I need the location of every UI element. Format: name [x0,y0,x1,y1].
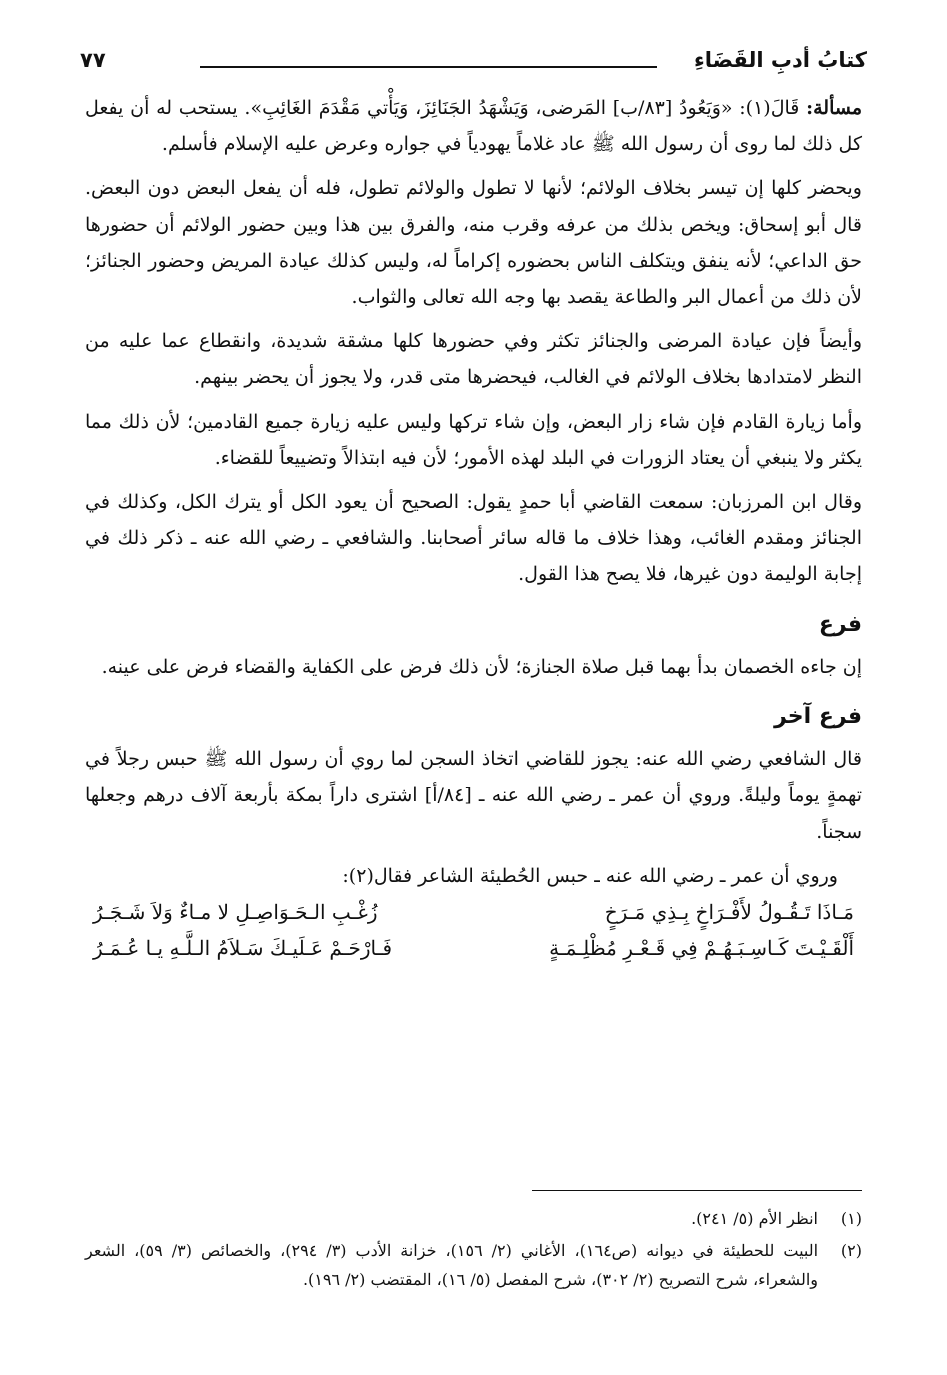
footnote-1-number: (١) [840,1209,862,1228]
footnote-separator [532,1190,862,1191]
section-heading-1: فرع [818,611,862,637]
paragraph-4: وأما زيارة القادم فإن شاء زار البعض، وإن شاء تركها وليس عليه زيارة جميع القادمين؛ لأن ذلك مما يكثر ولا ينبغي أن يعتاد الزورات في البلد لهذه الأمور؛ لأن فيه ابتذالاً وتضييعاً للقضاء. [85,410,862,469]
paragraph-1 [85,90,862,162]
footnote-2 [85,1236,862,1294]
page-header [80,42,867,82]
book-title: كتابُ أدبِ القَضَاءِ [694,48,867,72]
footnote-2-number: (٢) [840,1241,862,1260]
section-2-text: قال الشافعي رضي الله عنه: يجوز للقاضي اتخاذ السجن لما روي أن رسول الله ﷺ حبس رجلاً في تهمةٍ يوماً وليلةً. وروي أن عمر ـ رضي الله عنه ـ [٨٤/أ] اشترى داراً بمكة بأربعة آلاف درهم وجعلها سجناً. [85,748,862,843]
verse-1-first-hemistich: مَـاذَا تَـقُـولُ لأَفْـرَاخٍ بِـذِي مَـرَخٍ [604,900,854,925]
paragraph-2: ويحضر كلها إن تيسر بخلاف الولائم؛ لأنها لا تطول والولائم تطول، فله أن يفعل البعض دون البعض. قال أبو إسحاق: ويخص بذلك من عرفه وقرب منه، والفرق بين هذا وبين حضور الولائم أن حضورها حق الداعي؛ لأنه ينفق ويتكلف الناس بحضوره إكراماً له، وليس كذلك عيادة المريض وحضور الجنائز؛ لأن ذلك من أعمال البر والطاعة يقصد بها وجه الله تعالى والثواب. [85,177,862,309]
section-heading-2: فرع آخر [774,704,862,730]
footnote-2-text: البيت للحطيئة في ديوانه (ص١٦٤)، الأغاني (٢/ ١٥٦)، خزانة الأدب (٣/ ٢٩٤)، والخصائص (٣/ ٥٩)، الشعر والشعراء، شرح التصريح (٢/ ٣٠٢)، شرح المفصل (٥/ ١٦)، المقتضب (٢/ ١٩٦). [85,1241,819,1289]
footnote-1 [85,1204,862,1233]
header-rule [200,66,657,68]
poem-intro: وروي أن عمر ـ رضي الله عنه ـ حبس الحُطيئة الشاعر فقال(٢): [342,864,838,887]
section-1-text: إن جاءه الخصمان بدأ بهما قبل صلاة الجنازة؛ لأن ذلك فرض على الكفاية والقضاء فرض على عينه. [101,655,862,678]
paragraph-5: وقال ابن المرزبان: سمعت القاضي أبا حمدٍ يقول: الصحيح أن يعود الكل أو يترك الكل، وكذلك في الجنائز ومقدم الغائب، وهذا خلاف ما قاله سائر أصحابنا. والشافعي ـ رضي الله عنه ـ ذكر ذلك في إجابة الوليمة دون غيرها، فلا يصح هذا القول. [85,491,862,586]
verse-line-2 [93,930,854,966]
verse-1-second-hemistich: زُغْـبِ الـحَـوَاصِـلِ لا مـاءٌ وَلاَ شَـجَـرُ [93,900,378,925]
footnotes [85,1204,862,1297]
verse-2-first-hemistich: أَلْقَـيْـتَ كَـاسِـبَـهُـمْ فِي قَـعْـرِ مُظْلِـمَـةٍ [549,936,854,961]
footnote-1-text: انظر الأم (٥/ ٢٤١). [691,1209,818,1228]
issue-label: مسألة: [806,97,862,119]
verse-2-second-hemistich: فَـارْحَـمْ عَـلَيـكَ سَـلاَمُ الـلَّـهِ يـا عُـمَـرُ [93,936,393,961]
main-text [85,90,862,966]
paragraph-1-text: قَالَ(١): «وَيَعُودُ [٨٣/ب] المَرضى، وَيَشْهَدُ الجَنَائِزَ، وَيَأْتي مَقْدَمَ الغَائِبِ». يستحب له أن يفعل كل ذلك لما روى أن رسول الله ﷺ عاد غلاماً يهودياً في جواره وعرض عليه الإسلام فأسلم. [85,97,862,156]
paragraph-3: وأيضاً فإن عيادة المرضى والجنائز تكثر وفي حضورها كلها مشقة شديدة، وانقطاع عما عليه من النظر لامتدادها بخلاف الولائم في الغالب، فيحضرها متى قدر، ولا يجوز أن يحضر بينهم. [85,330,862,389]
verse-line-1 [93,894,854,930]
page-number: ٧٧ [80,48,106,72]
